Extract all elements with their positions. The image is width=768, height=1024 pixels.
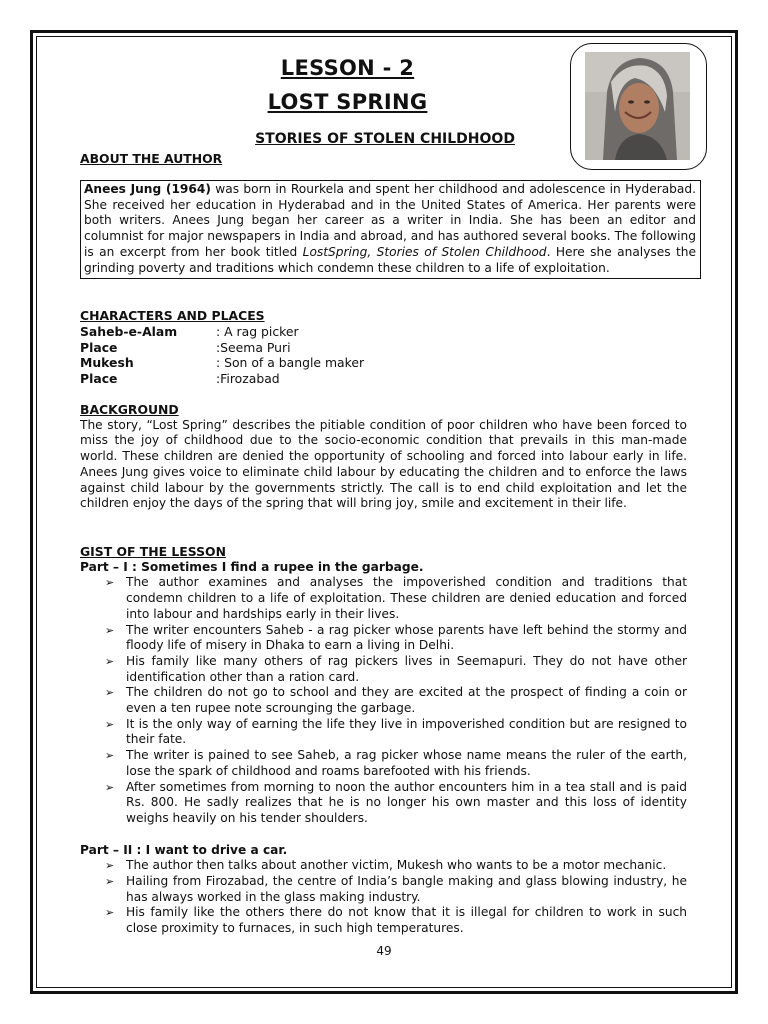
character-row bbox=[80, 355, 680, 371]
bullet-text: After sometimes from morning to noon the author encounters him in a tea stall and is paid Rs. 800. He sadly realizes that he is no longer his own master and this loss of identity weighs heavily on his tender shoulders. bbox=[126, 779, 687, 825]
bullet-point bbox=[80, 748, 687, 779]
bullet-text: Hailing from Firozabad, the centre of India’s bangle making and glass blowing industry, he has always worked in the glass making industry. bbox=[126, 874, 687, 904]
background-text: The story, “Lost Spring” describes the pitiable condition of poor children who have been forced to miss the joy of childhood due to the socio-economic condition that prevails in this man-made world. These children are denied the opportunity of schooling and forced into labour early in life. Anees Jung gives voice to eliminate child labour by educating the children and to enforce the laws against child labour by the governments strictly. The call is to end child exploitation and let the children enjoy the days of the spring that will bring joy, smile and excitement in their life. bbox=[80, 417, 687, 511]
lesson-number: LESSON - 2 bbox=[280, 56, 415, 80]
gist-section bbox=[80, 544, 687, 937]
arrow-bullet-icon: ➢ bbox=[105, 875, 115, 889]
arrow-bullet-icon: ➢ bbox=[105, 749, 115, 763]
arrow-bullet-icon: ➢ bbox=[105, 576, 115, 590]
author-name: Anees Jung (1964) bbox=[84, 182, 211, 196]
bullet-point bbox=[80, 858, 687, 874]
part1-title: Part – I : Sometimes I find a rupee in the garbage. bbox=[80, 559, 424, 574]
arrow-bullet-icon: ➢ bbox=[105, 717, 115, 731]
bullet-point bbox=[80, 575, 687, 622]
character-row bbox=[80, 324, 680, 340]
bullet-point bbox=[80, 905, 687, 936]
arrow-bullet-icon: ➢ bbox=[105, 906, 115, 920]
bullet-point bbox=[80, 717, 687, 748]
character-name: Place bbox=[80, 371, 118, 387]
part2-list bbox=[80, 858, 687, 937]
characters-section bbox=[80, 308, 680, 387]
arrow-bullet-icon: ➢ bbox=[105, 859, 115, 873]
character-row bbox=[80, 340, 680, 356]
background-heading: BACKGROUND bbox=[80, 402, 179, 417]
arrow-bullet-icon: ➢ bbox=[105, 780, 115, 794]
character-desc: : A rag picker bbox=[216, 323, 299, 339]
bullet-point bbox=[80, 874, 687, 905]
character-row bbox=[80, 371, 680, 387]
bullet-text: It is the only way of earning the life they live in impoverished condition but are resigned to their fate. bbox=[126, 716, 687, 747]
character-name: Saheb-e-Alam bbox=[80, 323, 178, 339]
page-number: 49 bbox=[376, 944, 392, 958]
part1-list bbox=[80, 575, 687, 826]
character-name: Place bbox=[80, 339, 118, 355]
bullet-text: The writer is pained to see Saheb, a rag picker whose name means the ruler of the earth, lose the spark of childhood and roams barefooted with his friends. bbox=[126, 748, 687, 778]
character-desc: :Seema Puri bbox=[216, 339, 291, 355]
arrow-bullet-icon: ➢ bbox=[105, 686, 115, 700]
bullet-point bbox=[80, 654, 687, 685]
characters-heading: CHARACTERS AND PLACES bbox=[80, 308, 265, 323]
arrow-bullet-icon: ➢ bbox=[105, 654, 115, 668]
character-desc: :Firozabad bbox=[216, 371, 280, 387]
gist-heading: GIST OF THE LESSON bbox=[80, 544, 226, 559]
bullet-text: The author then talks about another victim, Mukesh who wants to be a motor mechanic. bbox=[126, 858, 667, 873]
bullet-point bbox=[80, 685, 687, 716]
bullet-point bbox=[80, 623, 687, 654]
bullet-text: The author examines and analyses the impoverished condition and traditions that condemn children to a life of exploitation. These children are denied education and forced into labour and hardships early in their lives. bbox=[126, 575, 687, 621]
bullet-point bbox=[80, 780, 687, 827]
character-desc: : Son of a bangle maker bbox=[216, 355, 365, 371]
bullet-text: His family like the others there do not know that it is illegal for children to work in such close proximity to furnaces, in such high temperatures. bbox=[126, 905, 687, 936]
author-photo bbox=[585, 52, 690, 160]
part2-title: Part – II : I want to drive a car. bbox=[80, 842, 288, 857]
lesson-title: LOST SPRING bbox=[267, 90, 428, 114]
bullet-text: His family like many others of rag pickers lives in Seemapuri. They do not have other identification other than a ration card. bbox=[126, 653, 687, 684]
arrow-bullet-icon: ➢ bbox=[105, 623, 115, 637]
author-bio-text-a: was born in Rourkela and spent her childhood and adolescence in Hyderabad. She received her education in Hyderabad and in the United States of America. Her parents were both writers. Anees Jung began her career as a writer in India. She has been an editor and columnist for major newspapers in India and abroad, and has authored several books. The following is an excerpt from her book titled bbox=[84, 182, 696, 259]
character-name: Mukesh bbox=[80, 355, 134, 371]
author-bio-box bbox=[80, 180, 701, 279]
bullet-text: The children do not go to school and they are excited at the prospect of finding a coin or even a ten rupee note scrounging the garbage. bbox=[126, 685, 687, 716]
background-section bbox=[80, 402, 687, 512]
lesson-subtitle: STORIES OF STOLEN CHILDHOOD bbox=[255, 131, 515, 147]
bullet-text: The writer encounters Saheb - a rag picker whose parents have left behind the stormy and floody life of misery in Dhaka to earn a living in Delhi. bbox=[126, 622, 687, 653]
book-title: LostSpring, Stories of Stolen Childhood bbox=[302, 244, 547, 259]
about-author-heading: ABOUT THE AUTHOR bbox=[80, 151, 223, 166]
author-bio-text-b: . Here she analyses the grinding poverty and traditions which condemn these children to a life of exploitation. bbox=[84, 244, 697, 275]
